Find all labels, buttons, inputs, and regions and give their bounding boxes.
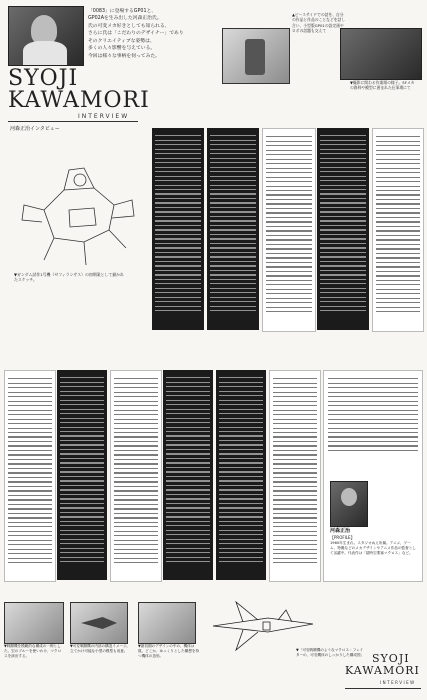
column-lines <box>317 128 369 319</box>
gundam-model-photo <box>222 28 290 84</box>
column-lines <box>57 370 107 570</box>
profile-name: 河森正治 <box>330 528 351 534</box>
text-column-2 <box>207 128 259 330</box>
profile-photo <box>330 481 368 527</box>
sketch-caption: ▼ガンダム試作1号機（ゼフィランサス）の初期案として描かれたスケッチ。 <box>14 272 124 283</box>
lower-column-2 <box>57 370 107 580</box>
workspace-caption: ▼撮影に関わる作業場の様子。SFメカの資料や模型に囲まれた仕事場にて <box>350 80 415 91</box>
intro-line-6: 多くの人々影響を与えている。 <box>88 46 156 52</box>
column-lines <box>270 371 320 571</box>
column-lines <box>207 128 259 319</box>
intro-line-2: GP02Aを生み出した河森正治氏。 <box>88 16 162 22</box>
bottom-caption-1: ▼戦闘機を模範的な構成の一例とした。空のブルーを使いわけ、マクロスを演出する。 <box>4 644 62 659</box>
lower-column-6 <box>269 370 321 582</box>
lower-column-1 <box>4 370 56 582</box>
intro-line-7: 今回は様々な事柄を伺ってみた。 <box>88 53 160 59</box>
column-lines <box>263 129 315 320</box>
column-lines <box>216 370 266 570</box>
subtitle: 河森正治インタビュー <box>10 126 60 132</box>
title-rule <box>8 121 138 122</box>
bottom-caption-4: ▼「可変戦闘機のようなマクロス・フェイターの、可変機体のしっかりした構成図」 <box>296 648 365 658</box>
model-shape <box>245 39 265 75</box>
profile-lines <box>324 371 422 458</box>
lower-column-4 <box>163 370 213 580</box>
intro-line-5: そのクリエイティブな姿勢は、 <box>88 38 155 44</box>
text-column-5 <box>372 128 424 332</box>
footer-name-line1: SYOJI <box>372 652 410 665</box>
robot-sketch <box>14 150 140 270</box>
intro-line-1: 「0083」に登場するGP01と、 <box>88 9 157 14</box>
intro-line-3: 氏の可変メカ好きとしても知られる、 <box>88 23 170 29</box>
profile-heading: 【PROFILE】 <box>330 535 355 540</box>
title-name-line1: SYOJI <box>8 66 79 91</box>
text-column-4 <box>317 128 369 330</box>
workspace-photo <box>340 28 422 80</box>
bottom-photo-3 <box>138 602 196 644</box>
profile-head <box>341 488 357 506</box>
column-lines <box>373 129 423 320</box>
profile-box <box>323 370 423 582</box>
column-lines <box>111 371 161 571</box>
column-lines <box>5 371 55 571</box>
column-lines <box>163 370 213 570</box>
top-photo-caption: ▲ピースサイドでの話を、自分の作品と作品のことなどを話し合い、小型版GP01の設定画やロボの話題も交えて <box>292 12 346 33</box>
sketch-svg <box>14 150 140 270</box>
text-column-3 <box>262 128 316 332</box>
fighter-sketch <box>208 596 318 656</box>
bottom-caption-3: ▼最初期のデザインの中の、機体は数。どこか、ゆっくりとした構想を持つ機体の造形。 <box>138 644 200 659</box>
profile-text: 1960年生まれ。スタジオぬえ所属。アニメ、ゲーム、特撮などのメカデザインやアニメ作品の監督として活躍中。代表作は「超時空要塞マクロス」など。 <box>330 541 416 556</box>
interview-label: INTERVIEW <box>78 113 130 120</box>
lower-column-5 <box>216 370 266 580</box>
column-lines <box>152 128 204 319</box>
bottom-photo-1 <box>4 602 64 644</box>
title-name-line2: KAWAMORI <box>8 88 150 113</box>
text-column-1 <box>152 128 204 330</box>
footer-interview-label: INTERVIEW <box>380 680 416 685</box>
footer-rule <box>345 688 421 689</box>
intro-text <box>88 8 198 60</box>
bottom-photo-2 <box>70 602 128 644</box>
intro-line-4: さらに氏は「こだわりのデザイナー」であり <box>88 31 184 37</box>
footer-name-line2: KAWAMORI <box>345 664 420 677</box>
portrait-photo <box>8 6 84 66</box>
person-body <box>23 41 67 65</box>
bottom-caption-2: ▼可変戦闘機の内部の構造イメージ。立てかけ可能な小型の模型も用意。 <box>70 644 130 654</box>
fighter-svg <box>208 596 318 656</box>
lower-column-3 <box>110 370 162 582</box>
aircraft-shape <box>81 617 117 629</box>
